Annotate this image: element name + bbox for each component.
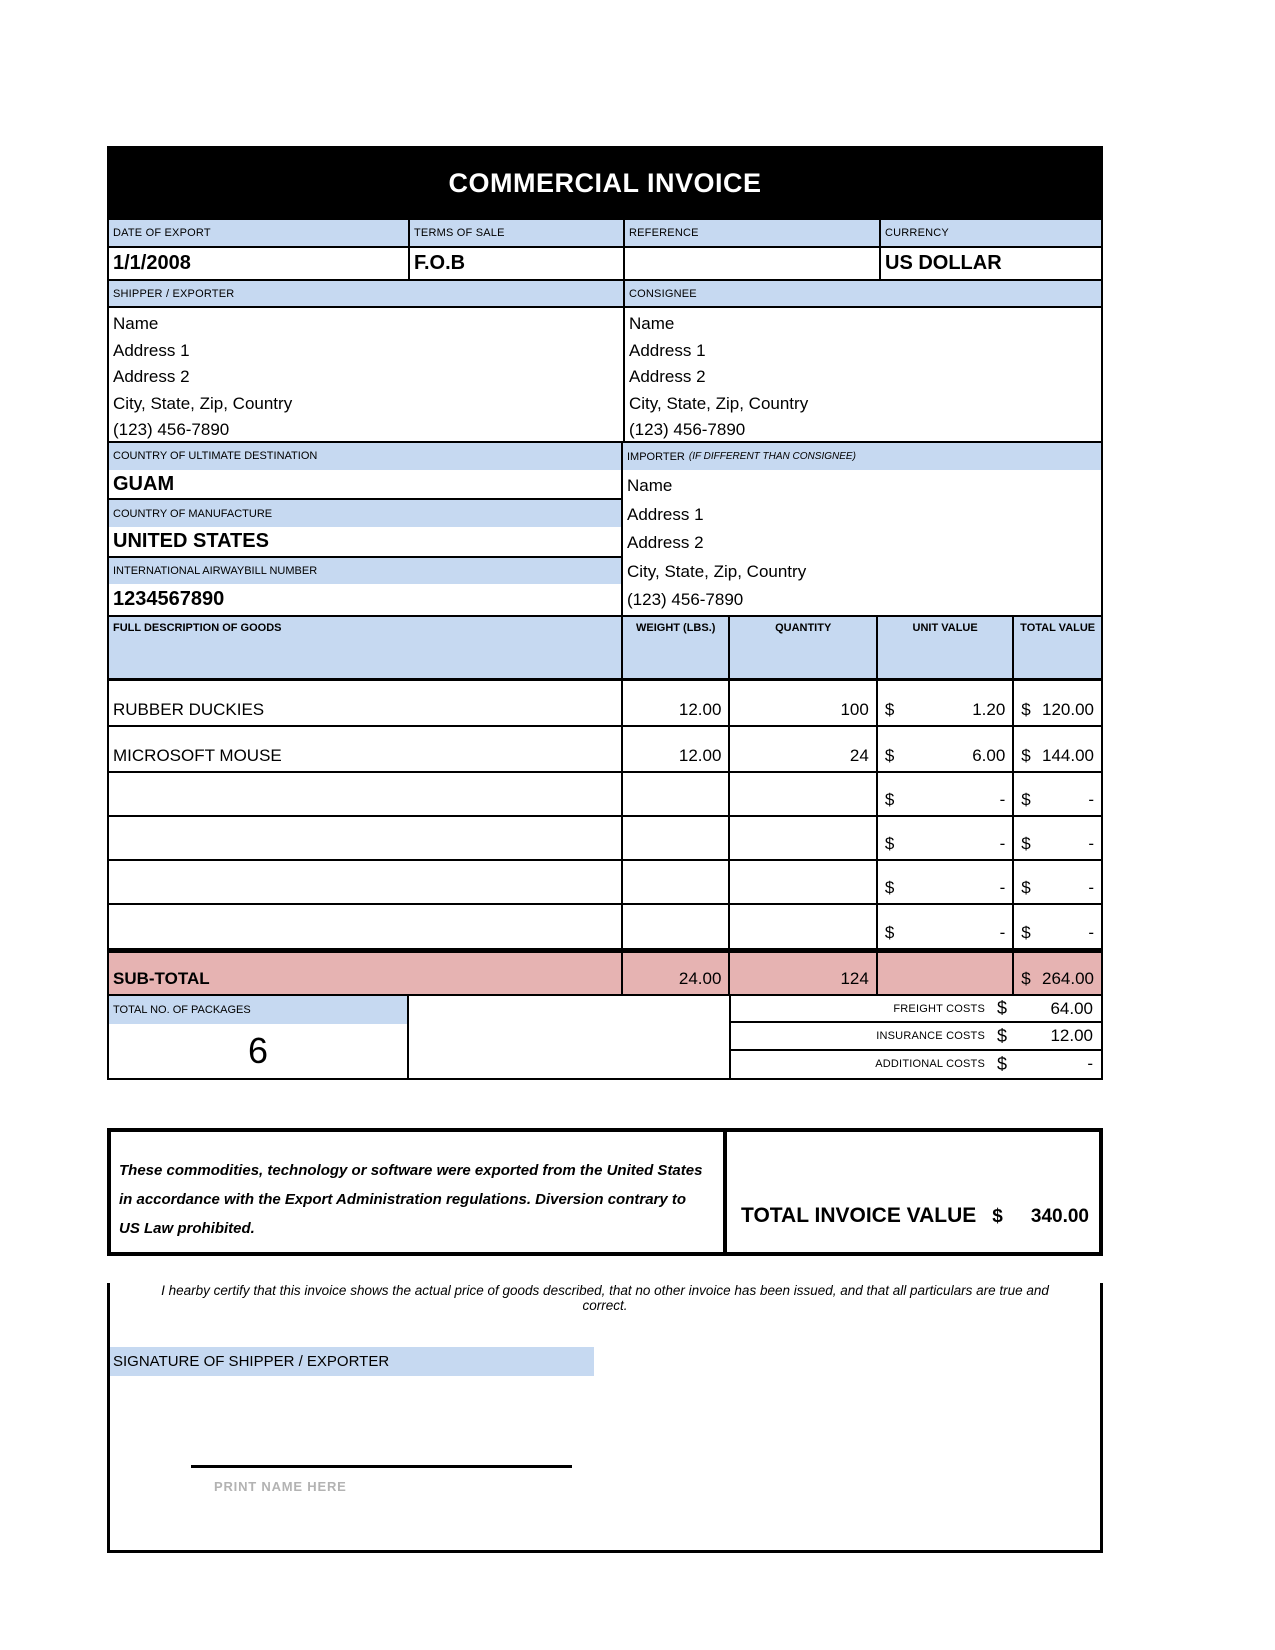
country-of-manufacture-value: UNITED STATES bbox=[109, 527, 621, 558]
certification-text: I hearby certify that this invoice shows the actual price of goods described, that no other invoice has been issued, and that all particulars are true and correct. bbox=[161, 1283, 1049, 1313]
subtotal-weight: 24.00 bbox=[621, 953, 729, 994]
item-quantity bbox=[728, 773, 875, 815]
item-description: RUBBER DUCKIES bbox=[113, 700, 265, 719]
address-line: Name bbox=[629, 314, 675, 333]
subtotal-total-value bbox=[1012, 953, 1101, 994]
top-field-labels-row bbox=[107, 220, 1103, 248]
insurance-costs-value: 12.00 bbox=[1050, 1026, 1093, 1046]
currency-symbol: $ bbox=[1021, 969, 1031, 988]
total-packages-label: TOTAL NO. OF PACKAGES bbox=[109, 996, 407, 1024]
currency-symbol: $ bbox=[1021, 790, 1031, 809]
signature-of-shipper-label: SIGNATURE OF SHIPPER / EXPORTER bbox=[110, 1347, 594, 1376]
item-quantity bbox=[728, 861, 875, 903]
currency-symbol: $ bbox=[1021, 834, 1031, 853]
item-total-value bbox=[1012, 817, 1101, 859]
item-total-value bbox=[1012, 861, 1101, 903]
unit-amount: - bbox=[999, 923, 1006, 942]
item-description bbox=[109, 817, 621, 859]
currency-symbol: $ bbox=[1021, 746, 1031, 765]
item-weight bbox=[621, 817, 729, 859]
address-line: (123) 456-7890 bbox=[113, 420, 230, 439]
total-invoice-value: 340.00 bbox=[1030, 1206, 1089, 1227]
currency-symbol: $ bbox=[1021, 878, 1031, 897]
total-amount: 144.00 bbox=[1041, 746, 1094, 765]
item-total-value bbox=[1012, 727, 1101, 771]
insurance-costs-label: INSURANCE COSTS bbox=[876, 1030, 985, 1043]
item-unit-value bbox=[876, 681, 1012, 725]
goods-header-unit-value: UNIT VALUE bbox=[876, 617, 1012, 678]
currency-symbol: $ bbox=[992, 1206, 1003, 1227]
currency-symbol: $ bbox=[884, 923, 895, 942]
costs-box bbox=[731, 996, 1101, 1078]
total-packages-value: 6 bbox=[247, 1030, 269, 1071]
total-amount: - bbox=[1088, 878, 1094, 897]
goods-header-weight: WEIGHT (LBS.) bbox=[621, 617, 729, 678]
currency-symbol: $ bbox=[997, 998, 1008, 1019]
item-description bbox=[109, 773, 621, 815]
goods-table-header bbox=[107, 617, 1103, 681]
address-line: Address 1 bbox=[113, 340, 190, 360]
country-of-ultimate-destination-value: GUAM bbox=[109, 470, 621, 501]
currency-symbol: $ bbox=[1021, 923, 1031, 942]
goods-row bbox=[107, 817, 1103, 861]
item-unit-value bbox=[876, 861, 1012, 903]
additional-costs-label: ADDITIONAL COSTS bbox=[875, 1058, 985, 1071]
export-statement: These commodities, technology or software were exported from the United States in accordance with the Export Administration regulations. Diversion contrary to US Law prohibited. bbox=[107, 1128, 727, 1256]
currency-symbol: $ bbox=[884, 700, 895, 719]
currency-value: US DOLLAR bbox=[879, 248, 1101, 279]
item-weight bbox=[621, 773, 729, 815]
airwaybill-number-label: INTERNATIONAL AIRWAYBILL NUMBER bbox=[109, 558, 621, 585]
total-amount: 120.00 bbox=[1041, 700, 1094, 719]
signature-line bbox=[191, 1465, 572, 1468]
goods-row bbox=[107, 905, 1103, 950]
item-weight: 12.00 bbox=[621, 727, 729, 771]
address-line: Address 2 bbox=[629, 367, 706, 386]
unit-amount: 6.00 bbox=[972, 746, 1006, 765]
reference-label: REFERENCE bbox=[623, 220, 879, 246]
currency-label: CURRENCY bbox=[879, 220, 1101, 246]
importer-label: IMPORTER (IF DIFFERENT THAN CONSIGNEE) bbox=[623, 443, 1101, 470]
address-line: City, State, Zip, Country bbox=[627, 561, 807, 581]
item-quantity bbox=[728, 817, 875, 859]
consignee-address-block bbox=[623, 308, 1101, 441]
item-unit-value bbox=[876, 905, 1012, 948]
item-description: MICROSOFT MOUSE bbox=[113, 746, 282, 765]
total-amount: 264.00 bbox=[1041, 969, 1094, 988]
item-quantity: 24 bbox=[728, 727, 875, 771]
address-line: Address 2 bbox=[627, 533, 704, 553]
total-amount: - bbox=[1088, 834, 1094, 853]
shipper-label: SHIPPER / EXPORTER bbox=[113, 287, 235, 300]
address-line: City, State, Zip, Country bbox=[629, 393, 809, 413]
shipper-consignee-labels-row bbox=[107, 281, 1103, 308]
destination-importer-zone bbox=[107, 443, 1103, 617]
item-weight bbox=[621, 905, 729, 948]
currency-symbol: $ bbox=[884, 878, 895, 897]
item-description bbox=[109, 861, 621, 903]
item-total-value bbox=[1012, 773, 1101, 815]
item-weight bbox=[621, 861, 729, 903]
additional-costs-row bbox=[731, 1051, 1101, 1078]
currency-symbol: $ bbox=[997, 1025, 1008, 1046]
commercial-invoice bbox=[107, 146, 1103, 1553]
currency-symbol: $ bbox=[1021, 700, 1031, 719]
freight-costs-label: FREIGHT COSTS bbox=[893, 1002, 985, 1015]
item-unit-value bbox=[876, 773, 1012, 815]
address-line: City, State, Zip, Country bbox=[113, 393, 293, 413]
importer-address-block bbox=[623, 470, 1101, 615]
print-name-placeholder: PRINT NAME HERE bbox=[214, 1479, 347, 1494]
item-total-value bbox=[1012, 905, 1101, 948]
item-quantity: 100 bbox=[728, 681, 875, 725]
country-of-ultimate-destination-label: COUNTRY OF ULTIMATE DESTINATION bbox=[109, 443, 621, 470]
airwaybill-number-value: 1234567890 bbox=[113, 588, 225, 611]
packages-and-costs-zone bbox=[107, 996, 1103, 1080]
unit-amount: - bbox=[999, 834, 1006, 853]
page-title: COMMERCIAL INVOICE bbox=[448, 167, 762, 198]
address-line: Address 1 bbox=[629, 340, 706, 360]
unit-amount: - bbox=[999, 790, 1006, 809]
currency-symbol: $ bbox=[997, 1053, 1008, 1074]
total-invoice-box bbox=[727, 1128, 1103, 1256]
goods-header-total-value: TOTAL VALUE bbox=[1012, 617, 1101, 678]
item-weight: 12.00 bbox=[621, 681, 729, 725]
importer-label-note: (IF DIFFERENT THAN CONSIGNEE) bbox=[688, 451, 856, 462]
address-line: Name bbox=[113, 314, 159, 333]
shipper-consignee-address-row bbox=[107, 308, 1103, 443]
address-line: Address 2 bbox=[113, 367, 190, 386]
left-fields-stack bbox=[109, 443, 623, 615]
item-total-value bbox=[1012, 681, 1101, 725]
country-of-manufacture-label: COUNTRY OF MANUFACTURE bbox=[109, 500, 621, 527]
total-amount: - bbox=[1088, 923, 1094, 942]
statement-and-total-zone bbox=[107, 1128, 1103, 1256]
importer-block bbox=[623, 443, 1101, 615]
subtotal-quantity: 124 bbox=[728, 953, 875, 994]
terms-of-sale-value: F.O.B bbox=[408, 248, 623, 279]
insurance-costs-row bbox=[731, 1023, 1101, 1050]
goods-row bbox=[107, 861, 1103, 905]
address-line: (123) 456-7890 bbox=[629, 420, 746, 439]
title-bar bbox=[107, 146, 1103, 220]
reference-value bbox=[623, 248, 879, 279]
address-line: (123) 456-7890 bbox=[627, 590, 744, 610]
unit-amount: - bbox=[999, 878, 1006, 897]
goods-header-quantity: QUANTITY bbox=[728, 617, 875, 678]
total-invoice-label: TOTAL INVOICE VALUE bbox=[741, 1204, 977, 1227]
unit-amount: 1.20 bbox=[972, 700, 1006, 719]
top-field-values-row bbox=[107, 248, 1103, 281]
currency-symbol: $ bbox=[884, 790, 895, 809]
address-line: Name bbox=[627, 476, 673, 495]
currency-symbol: $ bbox=[884, 834, 895, 853]
signature-zone bbox=[107, 1283, 1103, 1553]
shipper-address-block bbox=[109, 308, 623, 441]
additional-costs-value: - bbox=[1087, 1054, 1093, 1074]
total-packages-cell bbox=[109, 996, 409, 1078]
empty-cell bbox=[409, 996, 731, 1078]
item-unit-value bbox=[876, 727, 1012, 771]
goods-row bbox=[107, 681, 1103, 727]
goods-row bbox=[107, 727, 1103, 773]
freight-costs-value: 64.00 bbox=[1050, 998, 1093, 1018]
subtotal-row bbox=[107, 950, 1103, 996]
date-of-export-label: DATE OF EXPORT bbox=[113, 227, 211, 239]
goods-row bbox=[107, 773, 1103, 817]
address-line: Address 1 bbox=[627, 504, 704, 524]
terms-of-sale-label: TERMS OF SALE bbox=[408, 220, 623, 246]
goods-header-description: FULL DESCRIPTION OF GOODS bbox=[113, 622, 282, 634]
subtotal-label: SUB-TOTAL bbox=[113, 969, 210, 988]
date-of-export-value: 1/1/2008 bbox=[113, 252, 191, 274]
item-description bbox=[109, 905, 621, 948]
subtotal-unit-cell bbox=[876, 953, 1012, 994]
item-quantity bbox=[728, 905, 875, 948]
consignee-label: CONSIGNEE bbox=[623, 281, 1101, 306]
total-amount: - bbox=[1088, 790, 1094, 809]
currency-symbol: $ bbox=[884, 746, 895, 765]
freight-costs-row bbox=[731, 996, 1101, 1023]
item-unit-value bbox=[876, 817, 1012, 859]
